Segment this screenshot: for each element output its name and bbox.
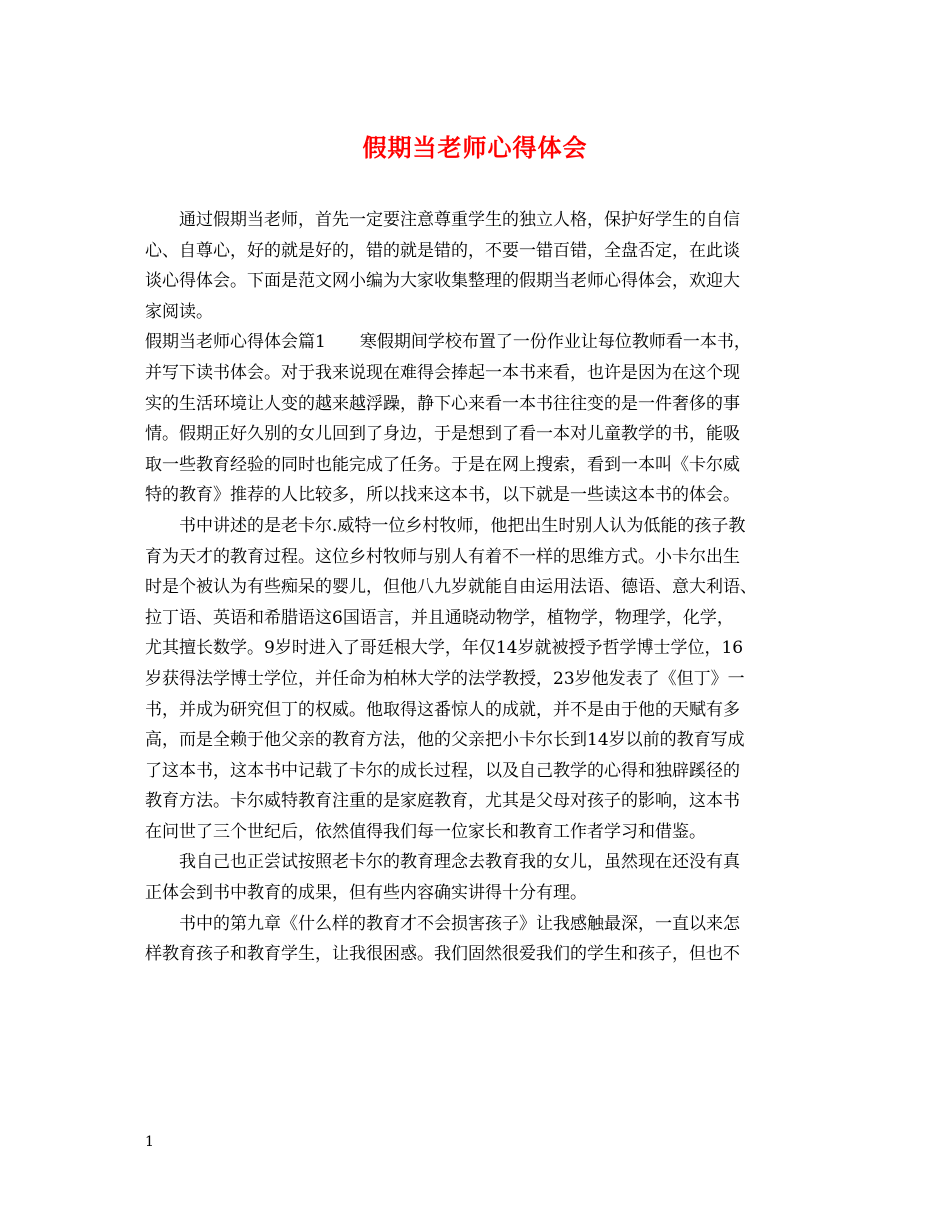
body-line: 尤其擅长数学。9岁时进入了哥廷根大学，年仅14岁就被授予哲学博士学位，16 (145, 638, 744, 659)
body-line: 心、自尊心，好的就是好的，错的就是错的，不要一错百错，全盘否定，在此谈 (145, 240, 740, 261)
body-line: 正体会到书中教育的成果，但有些内容确实讲得十分有理。 (145, 883, 587, 904)
page-number: 1 (145, 1134, 154, 1150)
body-line: 特的教育》推荐的人比较多，所以找来这本书，以下就是一些读这本书的体会。 (145, 485, 740, 506)
body-line: 情。假期正好久别的女儿回到了身边，于是想到了看一本对儿童教学的书，能吸 (145, 424, 740, 445)
body-line: 谈心得体会。下面是范文网小编为大家收集整理的假期当老师心得体会，欢迎大 (145, 271, 740, 292)
body-line: 实的生活环境让人变的越来越浮躁，静下心来看一本书往往变的是一件奢侈的事 (145, 393, 740, 414)
document-body (145, 205, 825, 970)
body-line: 拉丁语、英语和希腊语这6国语言，并且通晓动物学，植物学，物理学，化学， (145, 607, 734, 628)
body-line: 书中讲述的是老卡尔.威特一位乡村牧师，他把出生时别人认为低能的孩子教 (145, 515, 746, 536)
body-line: 教育方法。卡尔威特教育注重的是家庭教育，尤其是父母对孩子的影响，这本书 (145, 791, 740, 812)
body-line: 育为天才的教育过程。这位乡村牧师与别人有着不一样的思维方式。小卡尔出生 (145, 546, 740, 567)
body-line: 时是个被认为有些痴呆的婴儿，但他八九岁就能自由运用法语、德语、意大利语、 (145, 577, 757, 598)
body-line: 书中的第九章《什么样的教育才不会损害孩子》让我感触最深，一直以来怎 (145, 913, 740, 934)
body-line: 了这本书，这本书中记载了卡尔的成长过程，以及自己教学的心得和独辟蹊径的 (145, 760, 740, 781)
body-line: 我自己也正尝试按照老卡尔的教育理念去教育我的女儿，虽然现在还没有真 (145, 852, 740, 873)
body-line: 样教育孩子和教育学生，让我很困惑。我们固然很爱我们的学生和孩子，但也不 (145, 944, 740, 965)
body-line: 书，并成为研究但丁的权威。他取得这番惊人的成就，并不是由于他的天赋有多 (145, 699, 740, 720)
body-line: 并写下读书体会。对于我来说现在难得会捧起一本书来看，也许是因为在这个现 (145, 362, 740, 383)
body-line: 岁获得法学博士学位，并任命为柏林大学的法学教授，23岁他发表了《但丁》一 (145, 668, 745, 689)
body-line: 在问世了三个世纪后，依然值得我们每一位家长和教育工作者学习和借鉴。 (145, 821, 706, 842)
body-line: 取一些教育经验的同时也能完成了任务。于是在网上搜索，看到一本叫《卡尔威 (145, 454, 740, 475)
document-title: 假期当老师心得体会 (362, 133, 588, 162)
body-line: 家阅读。 (145, 301, 213, 322)
body-line: 高，而是全赖于他父亲的教育方法，他的父亲把小卡尔长到14岁以前的教育写成 (145, 730, 745, 751)
body-line: 通过假期当老师，首先一定要注意尊重学生的独立人格，保护好学生的自信 (145, 210, 740, 230)
body-line: 假期当老师心得体会篇1 寒假期间学校布置了一份作业让每位教师看一本书， (145, 332, 751, 353)
